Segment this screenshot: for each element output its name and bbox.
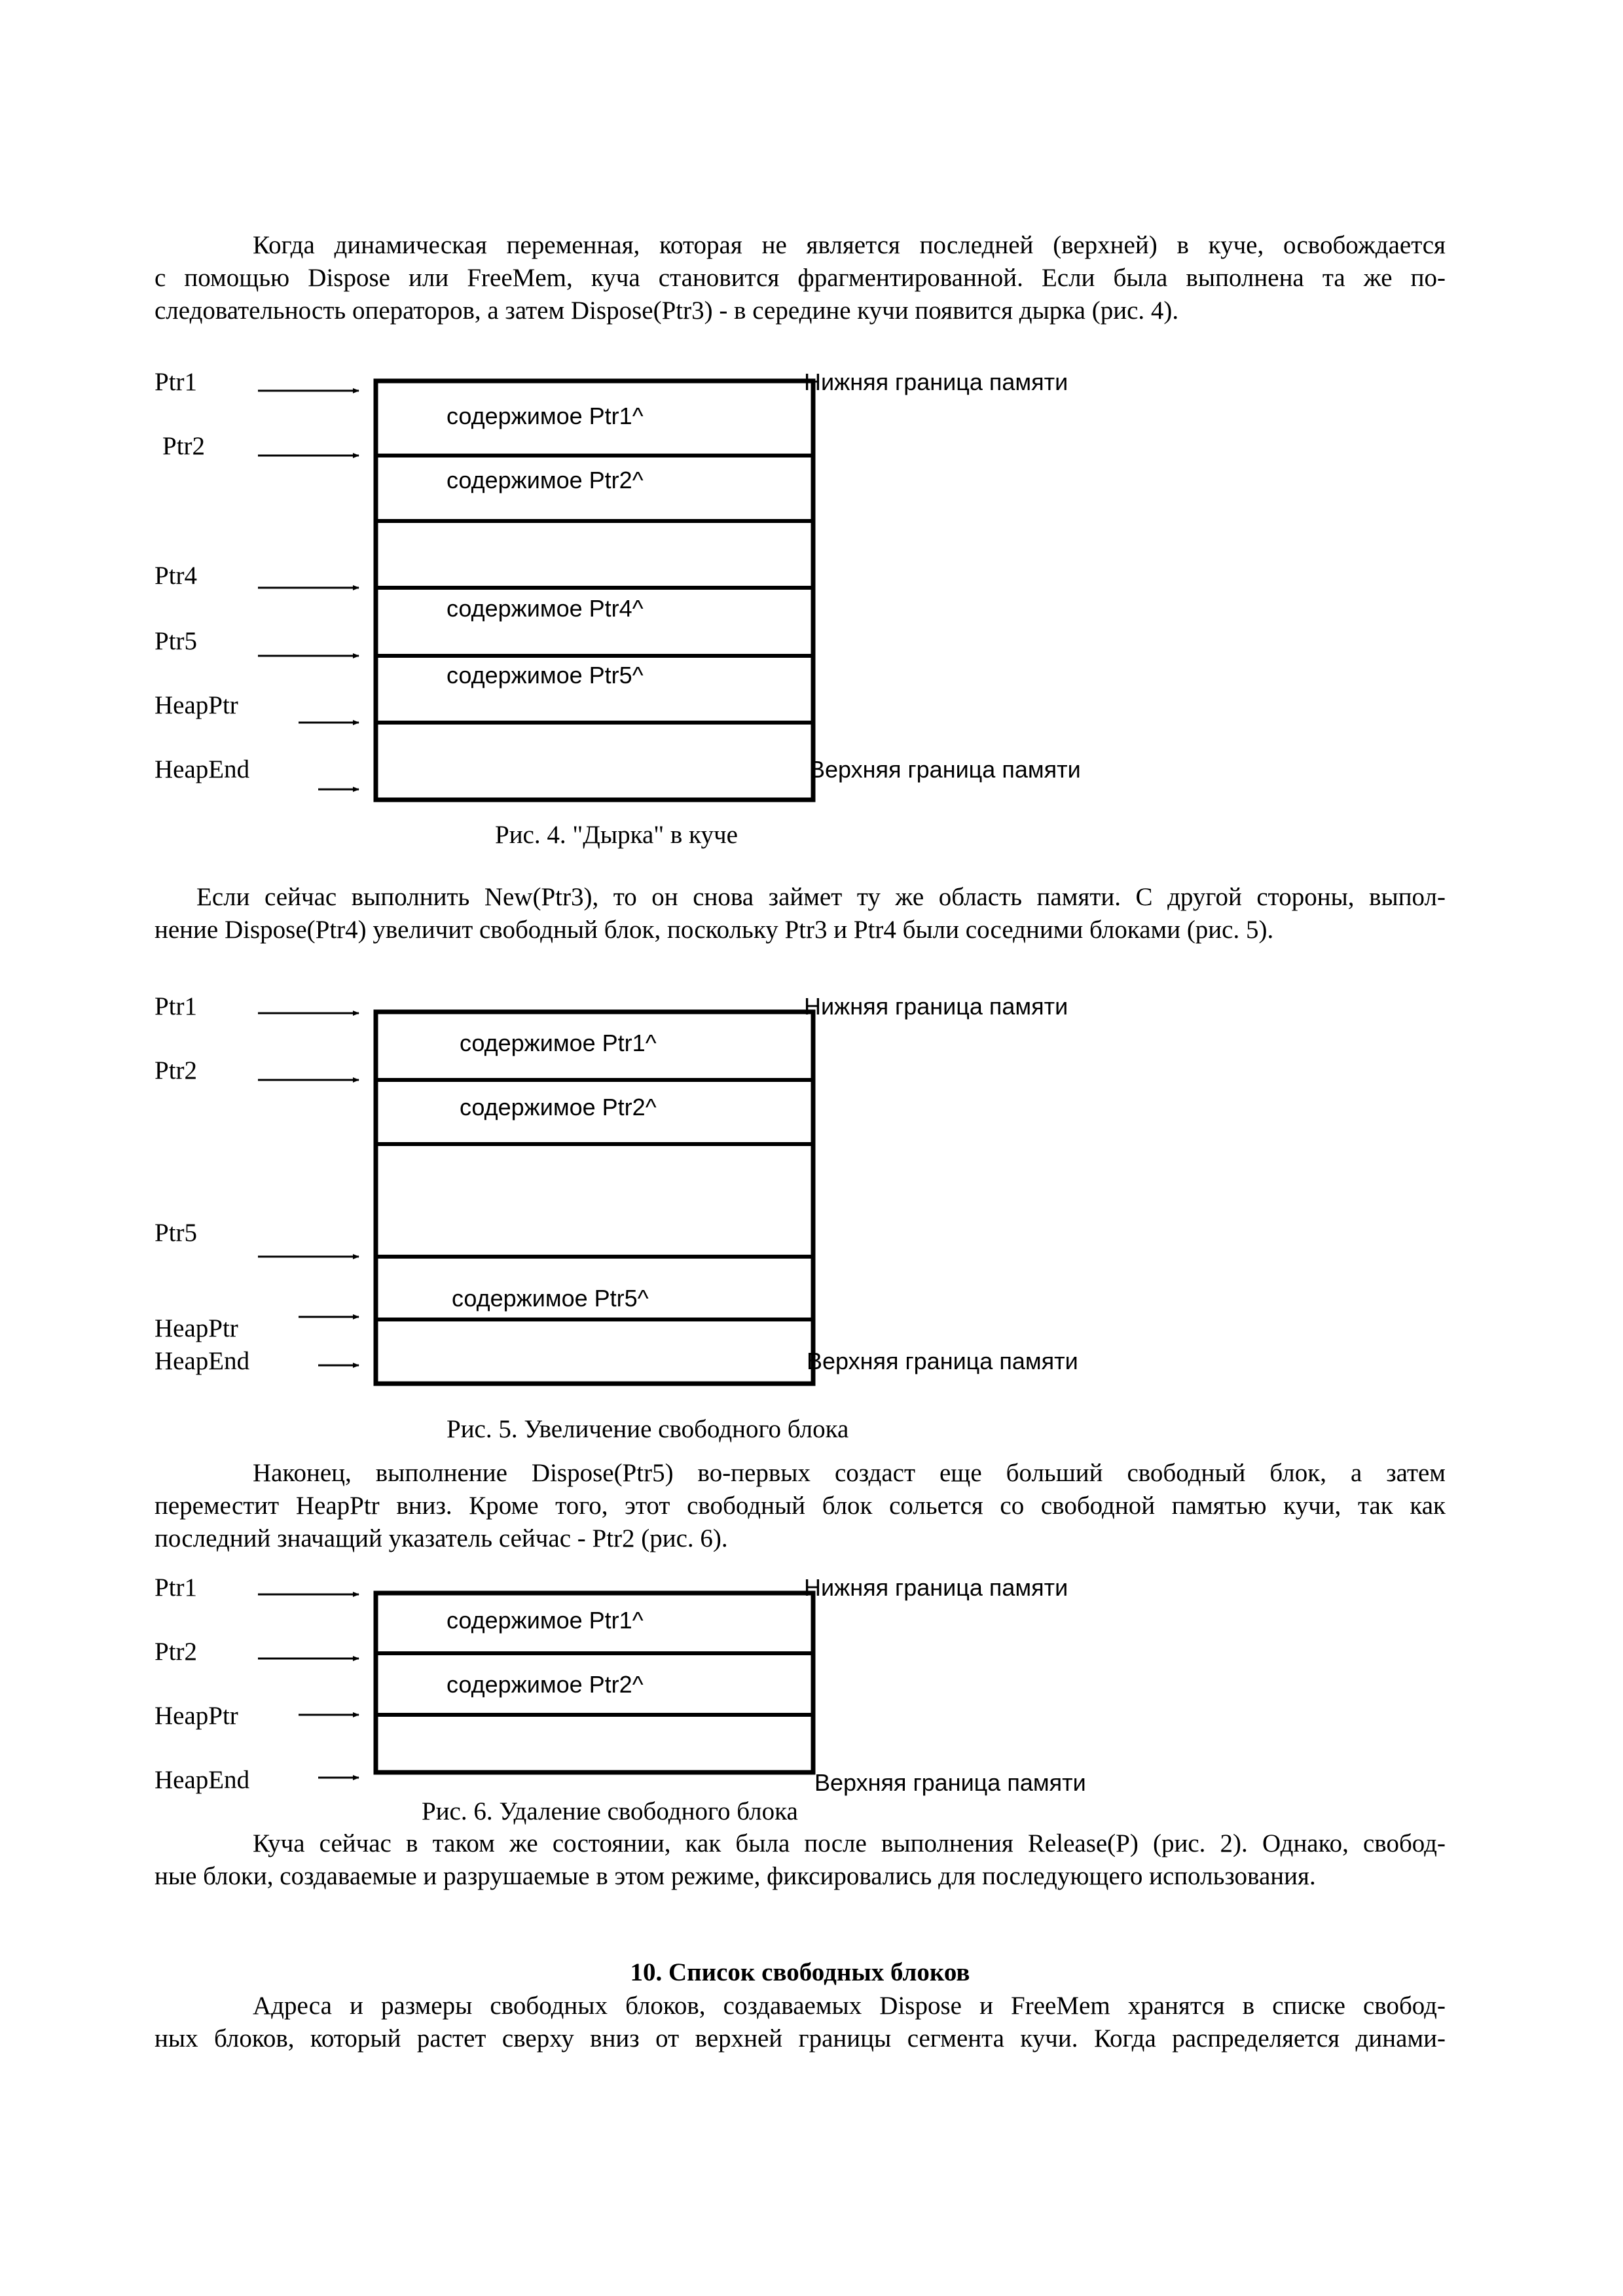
block-label: содержимое Ptr2^ bbox=[447, 1671, 644, 1698]
figure-caption: Рис. 5. Увеличение свободного блока bbox=[447, 1415, 849, 1443]
pointer-label-heapend: HeapEnd bbox=[155, 755, 250, 783]
pointer-label-heapend: HeapEnd bbox=[155, 1766, 250, 1794]
pointer-label-ptr1: Ptr1 bbox=[155, 1573, 198, 1602]
block-label: содержимое Ptr5^ bbox=[447, 662, 644, 689]
pointer-label-heapptr: HeapPtr bbox=[155, 1314, 238, 1342]
pointer-label-heapptr: HeapPtr bbox=[155, 1702, 238, 1730]
paragraph-line: Наконец, выполнение Dispose(Ptr5) во-первых создаст еще больший свободный блок, а затем bbox=[253, 1459, 1446, 1487]
paragraph-line: Адреса и размеры свободных блоков, создаваемых Dispose и FreeMem хранятся в списке свобод- bbox=[253, 1992, 1446, 2020]
block-label: содержимое Ptr5^ bbox=[452, 1285, 649, 1312]
pointer-label-ptr4: Ptr4 bbox=[155, 562, 198, 590]
lower-bound-label: Нижняя граница памяти bbox=[804, 1574, 1068, 1601]
pointer-label-ptr2: Ptr2 bbox=[155, 1056, 198, 1085]
upper-bound-label: Верхняя граница памяти bbox=[814, 1769, 1086, 1796]
pointer-label-heapptr: HeapPtr bbox=[155, 691, 238, 719]
block-label: содержимое Ptr1^ bbox=[447, 1607, 644, 1634]
pointer-label-ptr2: Ptr2 bbox=[162, 432, 206, 460]
block-label: содержимое Ptr2^ bbox=[460, 1094, 657, 1121]
paragraph-line: следовательность операторов, а затем Dispose(Ptr3) - в середине кучи появится дырка (рис. 4). bbox=[155, 296, 1179, 325]
block-label: содержимое Ptr1^ bbox=[460, 1030, 657, 1056]
paragraph-line: Когда динамическая переменная, которая не является последней (верхней) в куче, освобождается bbox=[253, 231, 1446, 259]
upper-bound-label: Верхняя граница памяти bbox=[807, 1348, 1078, 1374]
paragraph-line: ных блоков, который растет сверху вниз от верхней границы сегмента кучи. Когда распределяется динами- bbox=[155, 2024, 1446, 2053]
paragraph-line: Если сейчас выполнить New(Ptr3), то он снова займет ту же область памяти. С другой стороны, выпол- bbox=[196, 883, 1446, 911]
pointer-label-ptr1: Ptr1 bbox=[155, 992, 198, 1020]
paragraph-line: с помощью Dispose или FreeMem, куча становится фрагментированной. Если была выполнена та же по- bbox=[155, 264, 1446, 292]
paragraph-line: нение Dispose(Ptr4) увеличит свободный блок, поскольку Ptr3 и Ptr4 были соседними блоками (рис. 5). bbox=[155, 916, 1274, 944]
paragraph-line: Куча сейчас в таком же состоянии, как была после выполнения Release(P) (рис. 2). Однако, свобод- bbox=[253, 1829, 1446, 1857]
pointer-label-heapend: HeapEnd bbox=[155, 1347, 250, 1375]
lower-bound-label: Нижняя граница памяти bbox=[804, 368, 1068, 395]
block-label: содержимое Ptr2^ bbox=[447, 467, 644, 493]
paragraph-line: последний значащий указатель сейчас - Ptr2 (рис. 6). bbox=[155, 1524, 728, 1552]
block-label: содержимое Ptr4^ bbox=[447, 595, 644, 622]
figure-caption: Рис. 6. Удаление свободного блока bbox=[422, 1797, 798, 1825]
figure-caption: Рис. 4. "Дырка" в куче bbox=[495, 821, 738, 849]
paragraph-4 bbox=[155, 1827, 1446, 1893]
section-heading: 10. Список свободных блоков bbox=[630, 1958, 970, 1986]
block-label: содержимое Ptr1^ bbox=[447, 403, 644, 429]
paragraph-5 bbox=[155, 1990, 1446, 2055]
pointer-label-ptr2: Ptr2 bbox=[155, 1638, 198, 1666]
lower-bound-label: Нижняя граница памяти bbox=[804, 993, 1068, 1020]
pointer-label-ptr5: Ptr5 bbox=[155, 627, 198, 655]
paragraph-line: переместит HeapPtr вниз. Кроме того, этот свободный блок сольется со свободной памятью кучи, так как bbox=[155, 1492, 1446, 1520]
pointer-label-ptr5: Ptr5 bbox=[155, 1219, 198, 1247]
upper-bound-label: Верхняя граница памяти bbox=[809, 756, 1081, 783]
pointer-label-ptr1: Ptr1 bbox=[155, 368, 198, 396]
paragraph-line: ные блоки, создаваемые и разрушаемые в этом режиме, фиксировались для последующего использования. bbox=[155, 1862, 1316, 1890]
